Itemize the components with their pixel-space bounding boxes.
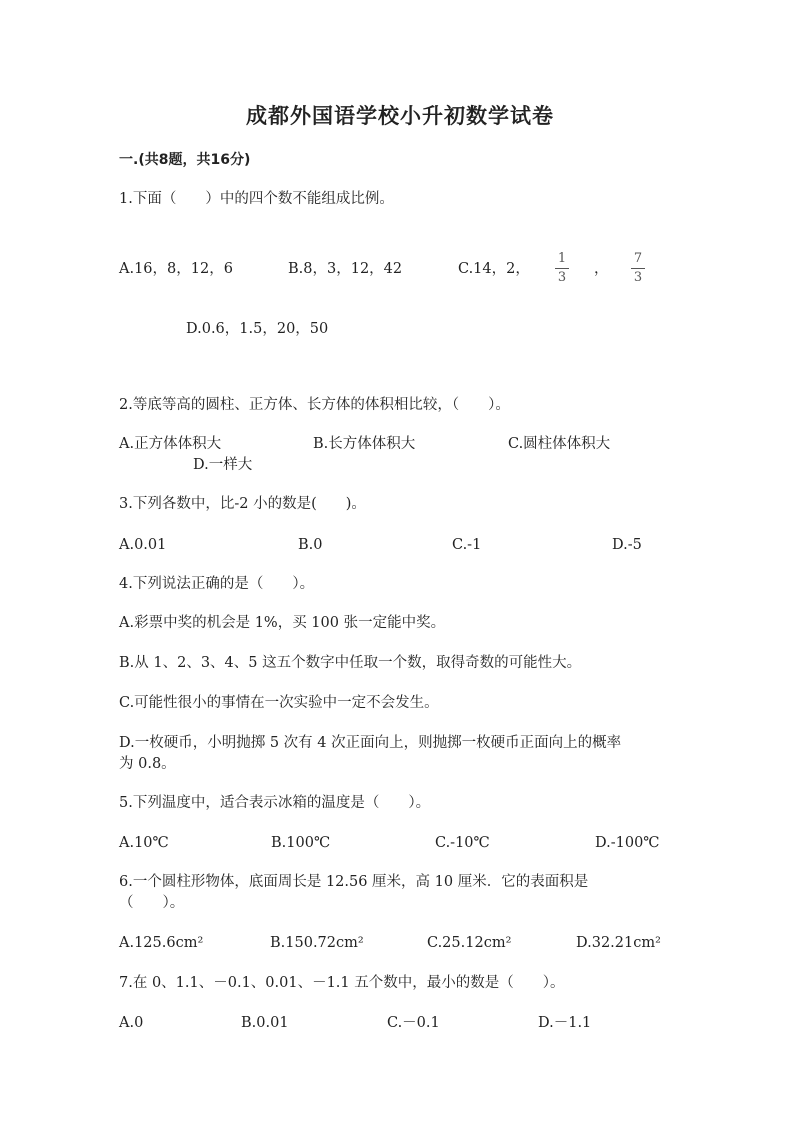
question-4-option-d-line1: D.一枚硬币，小明抛掷 5 次有 4 次正面向上，则抛掷一枚硬币正面向上的概率 [119, 735, 622, 751]
question-7-stem: 7.在 0、1.1、－0.1、0.01、－1.1 五个数中，最小的数是（ ）。 [119, 975, 565, 991]
fraction-one-third [555, 252, 569, 285]
fraction-bar [631, 268, 645, 269]
fraction-numerator: 1 [557, 251, 567, 266]
question-5-stem: 5.下列温度中，适合表示冰箱的温度是（ ）。 [119, 795, 431, 811]
question-5-option-a: A.10℃ [119, 835, 169, 851]
question-4-option-a: A.彩票中奖的机会是 1%，买 100 张一定能中奖。 [119, 615, 446, 631]
question-2-option-d: D.一样大 [193, 457, 253, 473]
section-heading: 一.(共8题，共16分) [119, 152, 251, 168]
question-7-option-c: C.－0.1 [387, 1015, 440, 1031]
question-4-option-c: C.可能性很小的事情在一次实验中一定不会发生。 [119, 695, 439, 711]
question-1-option-a: A.16，8，12，6 [119, 261, 233, 277]
question-6-stem-line2: （ ）。 [119, 895, 185, 911]
question-5-option-d: D.-100℃ [595, 835, 660, 851]
question-3-option-a: A.0.01 [119, 537, 167, 553]
question-3-option-b: B.0 [298, 537, 323, 553]
question-4-stem: 4.下列说法正确的是（ ）。 [119, 576, 315, 592]
question-3-option-d: D.-5 [612, 537, 642, 553]
fraction-seven-thirds [631, 252, 645, 285]
question-6-option-b: B.150.72cm² [270, 935, 364, 951]
question-2-option-c: C.圆柱体体积大 [508, 436, 611, 452]
question-1-stem: 1.下面（ ）中的四个数不能组成比例。 [119, 191, 394, 207]
question-6-stem-line1: 6.一个圆柱形物体，底面周长是 12.56 厘米，高 10 厘米．它的表面积是 [119, 874, 589, 890]
question-2-option-b: B.长方体体积大 [313, 436, 416, 452]
question-2-stem: 2.等底等高的圆柱、正方体、长方体的体积相比较，（ ）。 [119, 397, 510, 413]
question-1-option-d: D.0.6，1.5，20，50 [186, 321, 329, 337]
question-1-option-b: B.8，3，12，42 [288, 261, 403, 277]
question-2-option-a: A.正方体体积大 [119, 436, 222, 452]
question-6-option-d: D.32.21cm² [576, 935, 661, 951]
page-title: 成都外国语学校小升初数学试卷 [246, 104, 554, 128]
question-7-option-a: A.0 [119, 1015, 144, 1031]
fraction-denominator: 3 [633, 270, 643, 285]
question-3-option-c: C.-1 [452, 537, 482, 553]
question-3-stem: 3.下列各数中，比-2 小的数是( )。 [119, 496, 366, 512]
question-5-option-c: C.-10℃ [435, 835, 490, 851]
question-5-option-b: B.100℃ [271, 835, 331, 851]
question-4-option-b: B.从 1、2、3、4、5 这五个数字中任取一个数，取得奇数的可能性大。 [119, 655, 582, 671]
fraction-separator: ， [594, 261, 609, 277]
question-7-option-d: D.－1.1 [538, 1015, 592, 1031]
question-6-option-c: C.25.12cm² [427, 935, 512, 951]
fraction-bar [555, 268, 569, 269]
question-4-option-d-line2: 为 0.8。 [119, 756, 176, 772]
fraction-numerator: 7 [633, 251, 643, 266]
question-6-option-a: A.125.6cm² [119, 935, 204, 951]
fraction-denominator: 3 [557, 270, 567, 285]
question-7-option-b: B.0.01 [241, 1015, 289, 1031]
question-1-option-c: C.14，2， [458, 261, 530, 277]
